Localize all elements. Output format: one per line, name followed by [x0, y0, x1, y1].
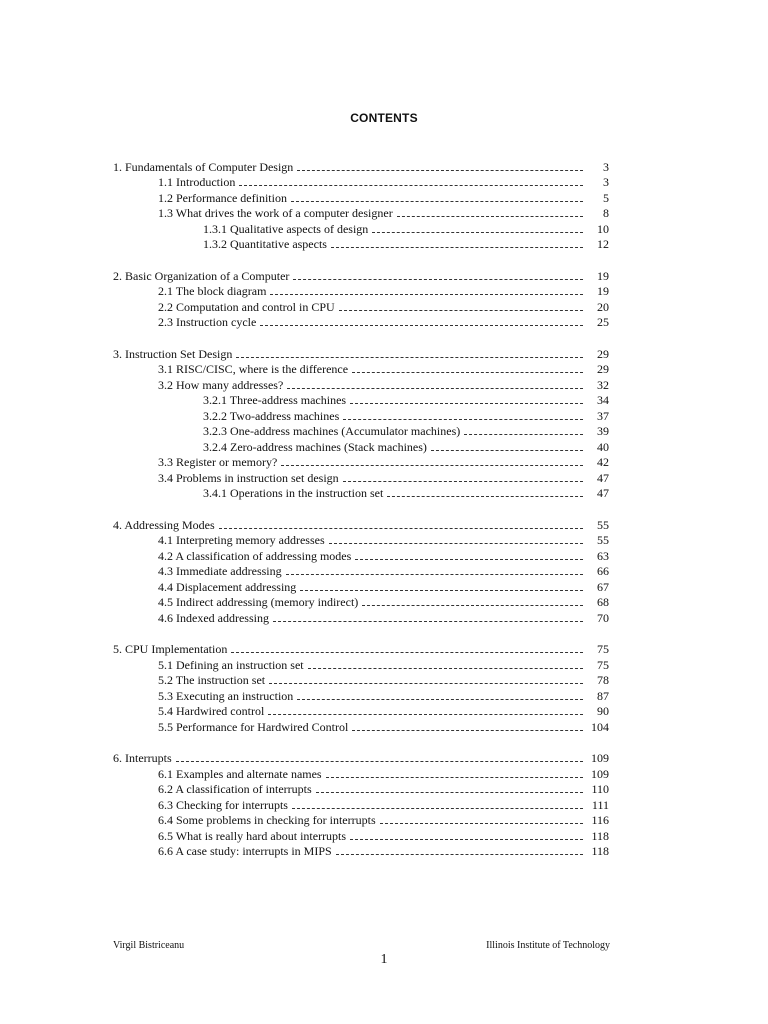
table-of-contents — [0, 158, 768, 874]
toc-entry-page: 75 — [597, 642, 609, 656]
toc-entry[interactable] — [113, 267, 768, 283]
toc-entry[interactable] — [158, 189, 768, 205]
toc-chapter-group — [0, 158, 768, 251]
dot-leader — [268, 714, 583, 715]
toc-entry[interactable] — [158, 454, 768, 470]
toc-entry-page: 116 — [591, 813, 609, 827]
toc-entry-title: 5.5 Performance for Hardwired Control — [158, 719, 349, 734]
toc-entry-page: 29 — [597, 362, 609, 376]
toc-entry[interactable] — [158, 563, 768, 579]
toc-entry[interactable] — [158, 314, 768, 330]
toc-entry[interactable] — [158, 687, 768, 703]
toc-entry[interactable] — [158, 547, 768, 563]
toc-entry-page: 87 — [597, 688, 609, 703]
toc-entry-page: 37 — [597, 408, 609, 423]
dot-leader — [339, 310, 583, 311]
toc-chapter-group — [0, 516, 768, 625]
toc-entry[interactable] — [113, 345, 768, 361]
toc-entry-title: 4.2 A classification of addressing modes — [158, 548, 352, 563]
footer-institution: Illinois Institute of Technology — [486, 940, 610, 951]
toc-entry-title: 4.4 Displacement addressing — [158, 579, 297, 594]
toc-entry-title: 6.3 Checking for interrupts — [158, 797, 288, 812]
toc-entry-page: 19 — [597, 284, 609, 298]
dot-leader — [326, 777, 583, 778]
toc-entry-title: 6.4 Some problems in checking for interrupts — [158, 813, 376, 827]
toc-entry-title: 6.5 What is really hard about interrupts — [158, 828, 347, 843]
dot-leader — [387, 496, 583, 497]
toc-entry-page: 34 — [597, 393, 609, 407]
toc-entry-page: 20 — [597, 299, 609, 314]
toc-entry-page: 110 — [591, 782, 609, 796]
toc-entry-title: 4.6 Indexed addressing — [158, 610, 269, 625]
toc-entry-page: 5 — [603, 190, 609, 205]
dot-leader — [352, 730, 583, 731]
toc-entry[interactable] — [158, 298, 768, 314]
dot-leader — [362, 605, 583, 606]
toc-entry-page: 8 — [603, 206, 609, 220]
toc-entry-title: 2.3 Instruction cycle — [158, 315, 257, 329]
toc-entry-page: 39 — [597, 424, 609, 438]
toc-entry-title: 3.1 RISC/CISC, where is the difference — [158, 362, 349, 376]
toc-entry-title: 5. CPU Implementation — [113, 642, 228, 656]
toc-entry[interactable] — [158, 718, 768, 734]
toc-entry-page: 3 — [603, 175, 609, 189]
page-number: 1 — [380, 952, 388, 967]
dot-leader — [260, 325, 583, 326]
toc-entry-page: 70 — [597, 610, 609, 625]
toc-entry-title: 1.3.1 Qualitative aspects of design — [203, 221, 369, 236]
dot-leader — [176, 761, 583, 762]
dot-leader — [270, 294, 583, 295]
toc-entry-page: 104 — [591, 719, 609, 734]
toc-entry-page: 118 — [591, 844, 609, 858]
dot-leader — [297, 170, 583, 171]
toc-entry-title: 4.5 Indirect addressing (memory indirect) — [158, 595, 359, 609]
toc-entry[interactable] — [203, 438, 768, 454]
dot-leader — [397, 216, 583, 217]
dot-leader — [281, 465, 583, 466]
toc-chapter-group — [0, 267, 768, 329]
toc-entry-title: 1.3.2 Quantitative aspects — [203, 237, 327, 251]
toc-entry-page: 78 — [597, 673, 609, 687]
dot-leader — [380, 823, 583, 824]
dot-leader — [372, 232, 583, 233]
toc-entry-page: 47 — [597, 486, 609, 500]
toc-entry[interactable] — [158, 796, 768, 812]
toc-entry-title: 1.1 Introduction — [158, 175, 236, 189]
toc-entry-page: 12 — [597, 237, 609, 251]
toc-entry[interactable] — [158, 656, 768, 672]
toc-entry-title: 4. Addressing Modes — [113, 517, 215, 532]
toc-entry-page: 68 — [597, 595, 609, 609]
toc-entry[interactable] — [158, 283, 768, 299]
dot-leader — [350, 403, 583, 404]
dot-leader — [331, 247, 583, 248]
toc-entry[interactable] — [158, 672, 768, 688]
dot-leader — [293, 279, 583, 280]
toc-entry-page: 19 — [597, 268, 609, 283]
toc-entry-title: 3.4 Problems in instruction set design — [158, 470, 339, 485]
toc-entry-page: 42 — [597, 455, 609, 469]
toc-entry[interactable] — [203, 392, 768, 408]
toc-entry-title: 6. Interrupts — [113, 751, 172, 765]
dot-leader — [219, 528, 583, 529]
toc-entry-title: 5.2 The instruction set — [158, 673, 266, 687]
toc-entry-page: 47 — [597, 470, 609, 485]
toc-entry-title: 5.4 Hardwired control — [158, 704, 265, 718]
footer-author: Virgil Bistriceanu — [113, 940, 185, 951]
dot-leader — [329, 543, 583, 544]
dot-leader — [297, 699, 583, 700]
page-title: CONTENTS — [350, 111, 418, 125]
toc-entry-title: 2.1 The block diagram — [158, 284, 267, 298]
dot-leader — [236, 357, 583, 358]
toc-chapter-group — [0, 750, 768, 859]
toc-entry-page: 55 — [597, 517, 609, 532]
toc-entry-page: 29 — [597, 346, 609, 361]
dot-leader — [336, 854, 583, 855]
toc-entry-page: 111 — [591, 797, 609, 812]
dot-leader — [292, 808, 583, 809]
dot-leader — [286, 574, 583, 575]
toc-entry-page: 63 — [597, 548, 609, 563]
dot-leader — [273, 621, 583, 622]
toc-entry-title: 3.4.1 Operations in the instruction set — [203, 486, 384, 500]
dot-leader — [231, 652, 583, 653]
toc-entry[interactable] — [158, 609, 768, 625]
toc-entry-title: 3.2.4 Zero-address machines (Stack machines) — [203, 439, 427, 454]
toc-entry[interactable] — [113, 641, 768, 657]
toc-chapter-group — [0, 345, 768, 500]
toc-entry[interactable] — [113, 516, 768, 532]
toc-entry[interactable] — [203, 423, 768, 439]
toc-entry-title: 3.2 How many addresses? — [158, 377, 284, 392]
toc-entry-page: 109 — [591, 766, 609, 781]
toc-entry-title: 3.2.2 Two-address machines — [203, 408, 340, 423]
toc-entry[interactable] — [158, 812, 768, 828]
toc-entry[interactable] — [158, 781, 768, 797]
toc-entry[interactable] — [158, 827, 768, 843]
dot-leader — [355, 559, 583, 560]
toc-entry-title: 6.2 A classification of interrupts — [158, 782, 312, 796]
toc-entry[interactable] — [158, 205, 768, 221]
toc-entry-page: 55 — [597, 533, 609, 547]
toc-entry-title: 1. Fundamentals of Computer Design — [113, 159, 294, 174]
dot-leader — [352, 372, 583, 373]
toc-entry-title: 6.1 Examples and alternate names — [158, 766, 322, 781]
toc-entry-page: 67 — [597, 579, 609, 594]
toc-entry-page: 75 — [597, 657, 609, 672]
toc-chapter-group — [0, 641, 768, 734]
dot-leader — [350, 839, 583, 840]
dot-leader — [431, 450, 583, 451]
dot-leader — [343, 481, 583, 482]
toc-entry-title: 2.2 Computation and control in CPU — [158, 299, 335, 314]
toc-entry-title: 4.1 Interpreting memory addresses — [158, 533, 325, 547]
toc-entry[interactable] — [113, 158, 768, 174]
toc-entry-title: 5.3 Executing an instruction — [158, 688, 294, 703]
toc-entry[interactable] — [203, 407, 768, 423]
dot-leader — [308, 668, 583, 669]
toc-entry-page: 40 — [597, 439, 609, 454]
toc-entry-page: 3 — [603, 159, 609, 174]
toc-entry-page: 90 — [597, 704, 609, 718]
dot-leader — [269, 683, 583, 684]
toc-entry-page: 109 — [591, 751, 609, 765]
toc-entry-page: 32 — [597, 377, 609, 392]
toc-entry-title: 3.2.1 Three-address machines — [203, 393, 347, 407]
dot-leader — [343, 419, 583, 420]
toc-entry-page: 118 — [591, 828, 609, 843]
toc-entry[interactable] — [158, 765, 768, 781]
dot-leader — [287, 388, 583, 389]
toc-entry-page: 25 — [597, 315, 609, 329]
toc-entry[interactable] — [158, 361, 768, 377]
toc-entry[interactable] — [158, 376, 768, 392]
toc-entry[interactable] — [113, 750, 768, 766]
toc-entry-title: 3.3 Register or memory? — [158, 455, 278, 469]
toc-entry[interactable] — [158, 843, 768, 859]
dot-leader — [291, 201, 583, 202]
toc-entry-page: 66 — [597, 564, 609, 578]
dot-leader — [464, 434, 583, 435]
toc-entry-title: 3. Instruction Set Design — [113, 346, 233, 361]
toc-entry[interactable] — [203, 485, 768, 501]
toc-entry[interactable] — [158, 703, 768, 719]
toc-entry[interactable] — [203, 236, 768, 252]
toc-entry-title: 1.2 Performance definition — [158, 190, 287, 205]
toc-entry[interactable] — [158, 594, 768, 610]
toc-entry-title: 4.3 Immediate addressing — [158, 564, 282, 578]
dot-leader — [300, 590, 583, 591]
toc-entry[interactable] — [158, 174, 768, 190]
toc-entry-title: 2. Basic Organization of a Computer — [113, 268, 290, 283]
toc-entry-title: 5.1 Defining an instruction set — [158, 657, 304, 672]
toc-entry-title: 6.6 A case study: interrupts in MIPS — [158, 844, 332, 858]
toc-entry[interactable] — [158, 578, 768, 594]
toc-entry-title: 3.2.3 One-address machines (Accumulator machines) — [203, 424, 461, 438]
toc-entry[interactable] — [203, 220, 768, 236]
toc-entry[interactable] — [158, 532, 768, 548]
toc-entry-page: 10 — [597, 221, 609, 236]
dot-leader — [239, 185, 583, 186]
dot-leader — [316, 792, 583, 793]
toc-entry-title: 1.3 What drives the work of a computer designer — [158, 206, 393, 220]
toc-entry[interactable] — [158, 469, 768, 485]
